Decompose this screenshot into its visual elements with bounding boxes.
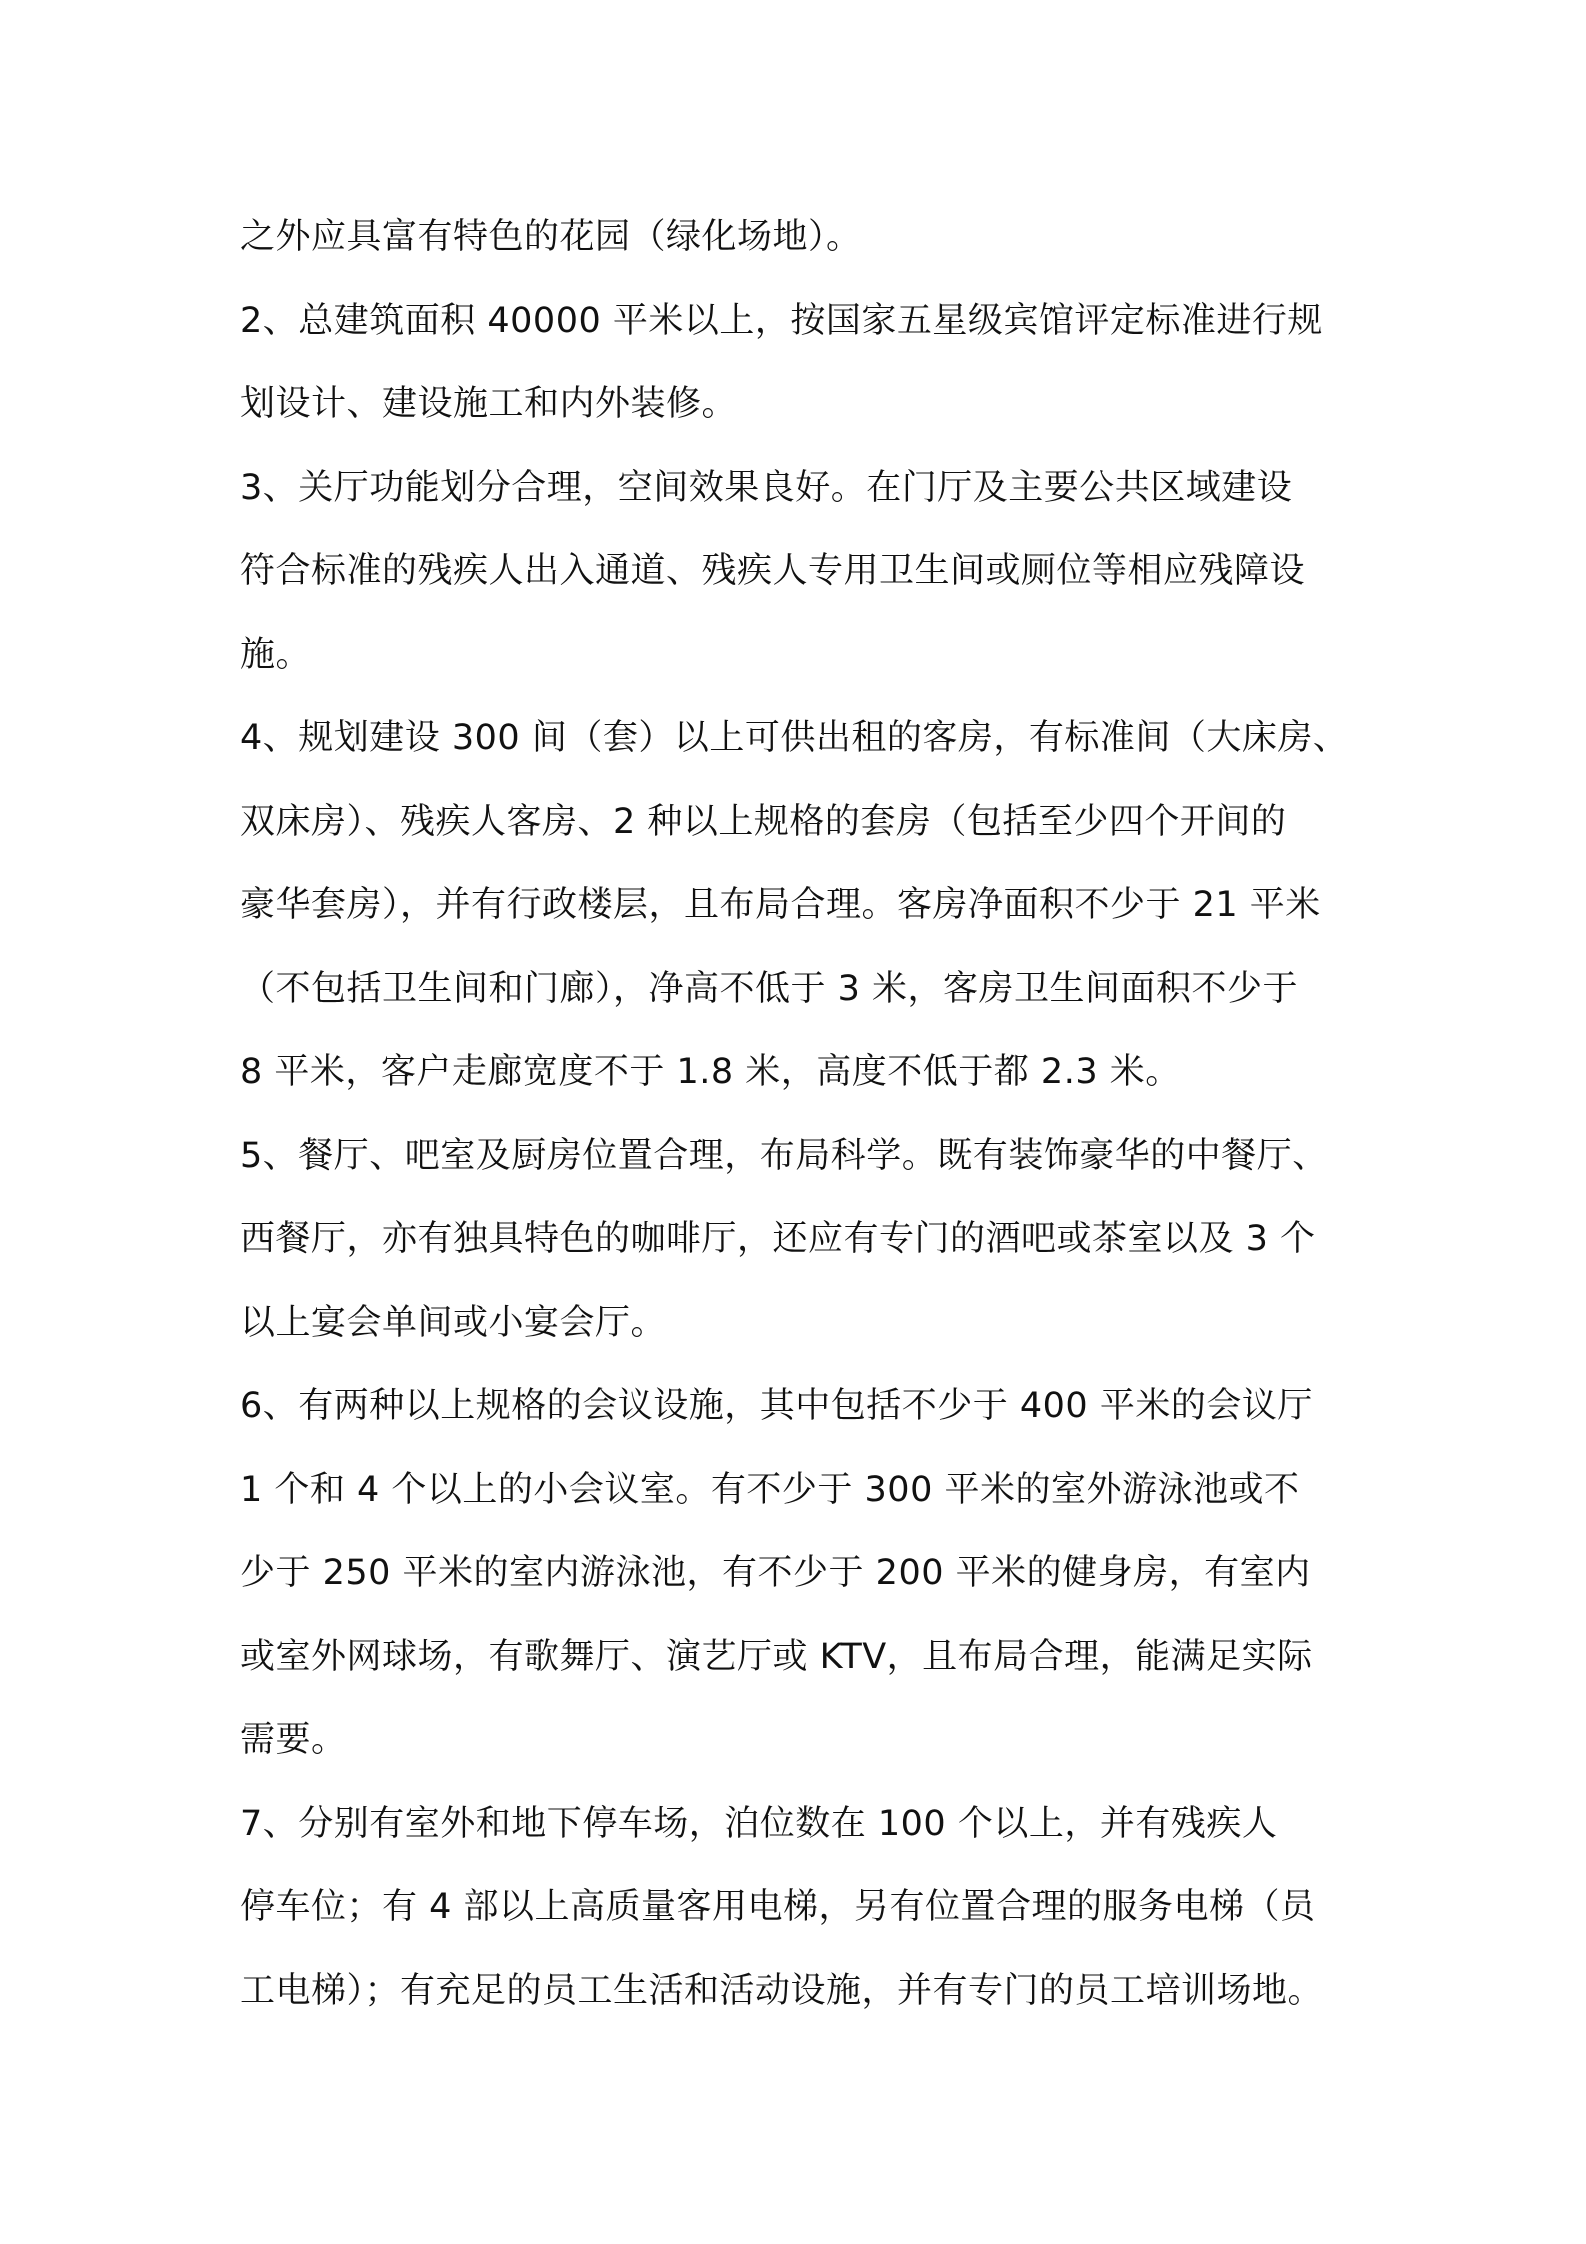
text-line: 豪华套房），并有行政楼层，且布局合理。客房净面积不少于 21 平米 <box>240 885 1321 925</box>
text-line: 7、分别有室外和地下停车场，泊位数在 100 个以上，并有残疾人 <box>240 1803 1278 1844</box>
text-line: 8 平米，客户走廊宽度不于 1.8 米，高度不低于都 2.3 米。 <box>240 1052 1181 1092</box>
text-line: 或室外网球场，有歌舞厅、演艺厅或 KTV，且布局合理，能满足实际 <box>240 1636 1313 1677</box>
text-line: 西餐厅，亦有独具特色的咖啡厅，还应有专门的酒吧或茶室以及 3 个 <box>240 1219 1316 1259</box>
text-line: 以上宴会单间或小宴会厅。 <box>240 1302 667 1343</box>
text-line: 施。 <box>240 634 312 675</box>
text-line: 1 个和 4 个以上的小会议室。有不少于 300 平米的室外游泳池或不 <box>240 1469 1300 1510</box>
document-body <box>240 196 1360 2033</box>
text-line: 双床房）、残疾人客房、2 种以上规格的套房（包括至少四个开间的 <box>240 801 1287 842</box>
text-line: 符合标准的残疾人出入通道、残疾人专用卫生间或厕位等相应残障设 <box>240 551 1306 591</box>
text-line: 6、有两种以上规格的会议设施，其中包括不少于 400 平米的会议厅 <box>240 1386 1313 1426</box>
text-line: 5、餐厅、吧室及厨房位置合理，布局科学。既有装饰豪华的中餐厅、 <box>240 1135 1328 1176</box>
text-line: 2、总建筑面积 40000 平米以上，按国家五星级宾馆评定标准进行规 <box>240 300 1323 341</box>
text-line: 工电梯）；有充足的员工生活和活动设施，并有专门的员工培训场地。 <box>240 1970 1324 2011</box>
text-line: 4、规划建设 300 间（套）以上可供出租的客房，有标准间（大床房、 <box>240 718 1349 758</box>
text-line: （不包括卫生间和门廊），净高不低于 3 米，客房卫生间面积不少于 <box>240 968 1299 1009</box>
text-line: 3、关厅功能划分合理，空间效果良好。在门厅及主要公共区域建设 <box>240 467 1293 508</box>
text-line: 停车位；有 4 部以上高质量客用电梯，另有位置合理的服务电梯（员 <box>240 1887 1316 1927</box>
text-line: 之外应具富有特色的花园（绿化场地）。 <box>240 217 862 257</box>
text-line: 少于 250 平米的室内游泳池，有不少于 200 平米的健身房，有室内 <box>240 1553 1311 1593</box>
text-line: 划设计、建设施工和内外装修。 <box>240 384 738 424</box>
text-line: 需要。 <box>240 1720 347 1760</box>
